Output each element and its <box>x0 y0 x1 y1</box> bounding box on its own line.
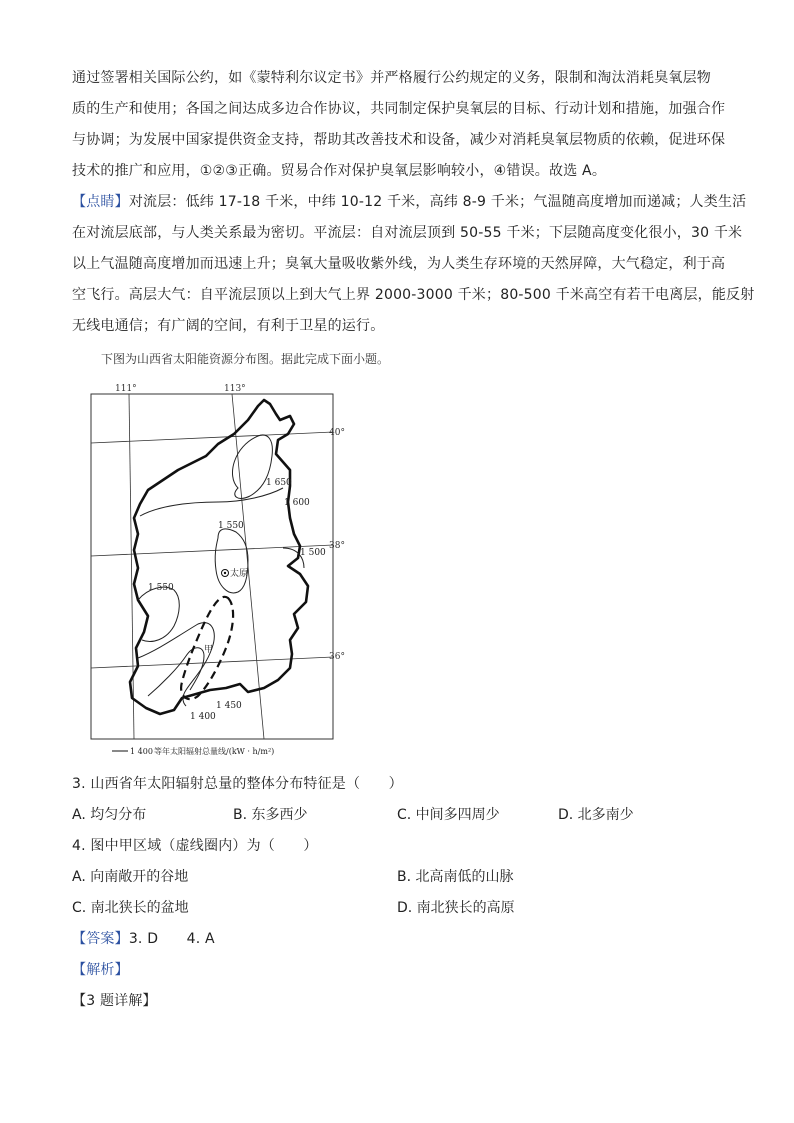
dianjing-line-5: 无线电通信；有广阔的空间，有利于卫星的运行。 <box>72 318 385 334</box>
isoline-label-1550-east: 1 550 <box>218 521 244 531</box>
lon-label-113: 113° <box>224 384 246 394</box>
lat-label-38: 38° <box>329 541 345 551</box>
question-3-option-b[interactable]: B. 东多西少 <box>233 807 308 823</box>
question-4-option-d[interactable]: D. 南北狭长的高原 <box>397 900 515 916</box>
answer-line <box>72 929 215 949</box>
isoline-label-1600: 1 600 <box>284 498 310 508</box>
paragraph-line-2: 质的生产和使用；各国之间达成多边合作协议，共同制定保护臭氧层的目标、行动计划和措施，加强合作 <box>72 101 726 117</box>
dianjing-line-1 <box>72 192 746 212</box>
isoline-label-1450: 1 450 <box>216 701 242 711</box>
question-3-option-c[interactable]: C. 中间多四周少 <box>397 807 500 823</box>
province-outline <box>130 400 308 714</box>
legend-value: 1 400 <box>130 747 153 756</box>
question-3-stem: 3. 山西省年太阳辐射总量的整体分布特征是（ ） <box>72 776 403 792</box>
legend-text: 等年太阳辐射总量线/(kW · h/m²) <box>154 747 275 756</box>
answer-tag: 【答案】 <box>72 931 129 947</box>
dianjing-line-2: 在对流层底部，与人类关系最为密切。平流层：自对流层顶到 50-55 千米；下层随高度变化很小，30 千米 <box>72 225 743 241</box>
question-4-option-c[interactable]: C. 南北狭长的盆地 <box>72 900 189 916</box>
paragraph-line-4: 技术的推广和应用，①②③正确。贸易合作对保护臭氧层影响较小，④错误。故选 A。 <box>72 163 607 179</box>
isoline-label-1550-west: 1 550 <box>148 583 174 593</box>
dianjing-tag: 【点睛】 <box>72 194 129 210</box>
paragraph-line-3: 与协调；为发展中国家提供资金支持，帮助其改善技术和设备，减少对消耗臭氧层物质的依赖，促进环保 <box>72 132 726 148</box>
parallel-38 <box>91 545 333 556</box>
question-3-option-d[interactable]: D. 北多南少 <box>558 807 634 823</box>
question-3-option-a[interactable]: A. 均匀分布 <box>72 807 147 823</box>
detail-tag: 【3 题详解】 <box>72 993 157 1009</box>
region-label-jia: 甲 <box>204 645 214 655</box>
parallel-36 <box>91 657 333 668</box>
city-label-taiyuan: 太原 <box>230 569 249 579</box>
isoline-label-1500: 1 500 <box>300 548 326 558</box>
dianjing-line-4: 空飞行。高层大气：自平流层顶以上到大气上界 2000-3000 千米；80-500 千米高空有若干电离层，能反射 <box>72 287 755 303</box>
solar-radiation-map <box>78 378 348 760</box>
isoline-label-1400: 1 400 <box>190 712 216 722</box>
question-4-option-a[interactable]: A. 向南敞开的谷地 <box>72 869 189 885</box>
lon-label-111: 111° <box>115 384 137 394</box>
isoline-1400 <box>148 648 204 696</box>
lat-label-40: 40° <box>329 428 345 438</box>
city-marker-dot <box>224 572 226 574</box>
map-frame <box>91 394 333 739</box>
parallel-40 <box>91 432 333 443</box>
isoline-label-1650: 1 650 <box>266 478 292 488</box>
figure-intro: 下图为山西省太阳能资源分布图。据此完成下面小题。 <box>101 352 390 366</box>
isoline-1550-east <box>215 529 248 593</box>
dianjing-line-3: 以上气温随高度增加而迅速上升；臭氧大量吸收紫外线，为人类生存环境的天然屏障，大气稳定，利于高 <box>72 256 726 272</box>
lat-label-36: 36° <box>329 652 345 662</box>
question-4-option-b[interactable]: B. 北高南低的山脉 <box>397 869 514 885</box>
isoline-1600 <box>140 488 283 516</box>
answer-text: 3. D 4. A <box>128 931 215 947</box>
question-4-stem: 4. 图中甲区域（虚线圈内）为（ ） <box>72 838 318 854</box>
paragraph-line-1: 通过签署相关国际公约，如《蒙特利尔议定书》并严格履行公约规定的义务，限制和淘汰消耗臭氧层物 <box>72 70 711 86</box>
dianjing-text-1: 对流层：低纬 17-18 千米，中纬 10-12 千米，高纬 8-9 千米；气温随高度增加而递减；人类生活 <box>128 194 747 210</box>
analysis-tag: 【解析】 <box>72 962 129 978</box>
